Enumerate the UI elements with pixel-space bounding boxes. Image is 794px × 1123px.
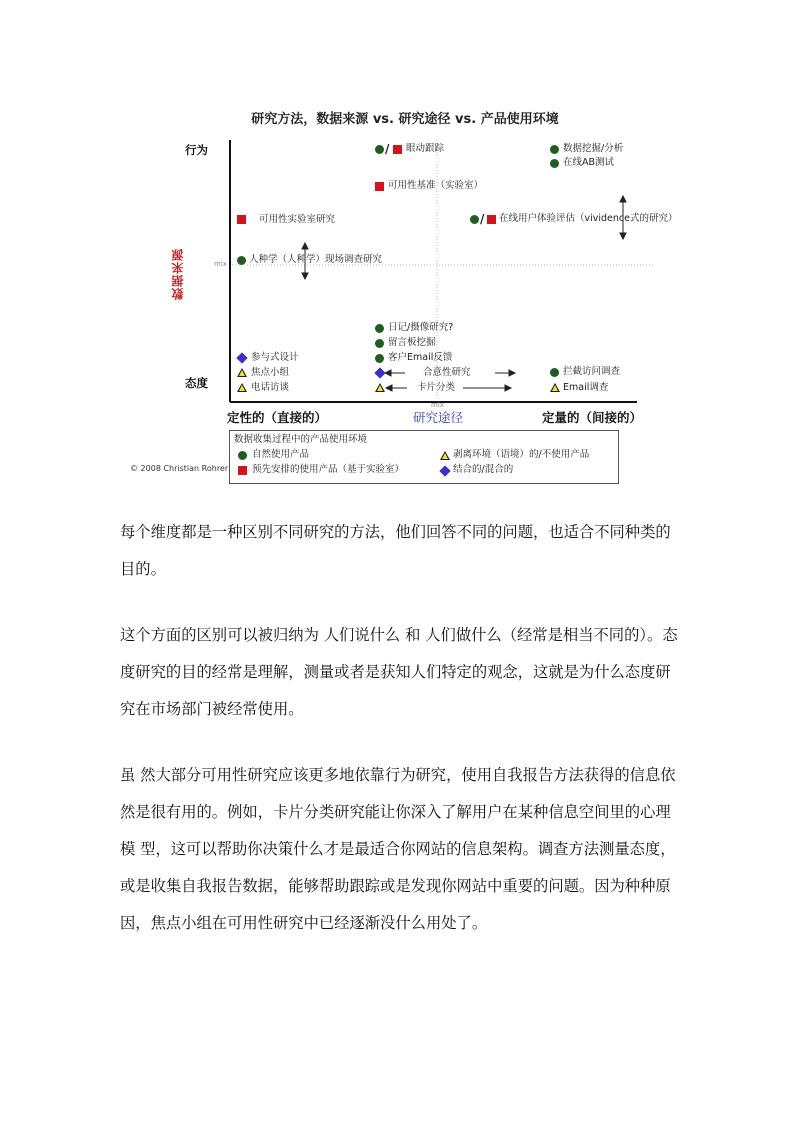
decontext-marker	[375, 383, 385, 392]
decontext-marker	[237, 383, 247, 392]
item-card-sorting: 卡片分类	[417, 382, 456, 393]
scripted-marker	[393, 145, 402, 154]
legend	[229, 430, 619, 484]
decontext-marker	[237, 368, 247, 377]
item-email-feedback: 客户Email反馈	[388, 352, 453, 363]
item-usability-benchmark: 可用性基准（实验室）	[388, 180, 484, 191]
item-ethnography: 人种学（人种学）现场调查研究	[249, 254, 383, 265]
paragraph-2: 这个方面的区别可以被归纳为 人们说什么 和 人们做什么（经常是相当不同的）。态度研究的目的经常是理解，测量或者是获知人们特定的观念，这就是为什么态度研究在市场部门被经常使用。	[120, 626, 678, 718]
decontext-marker	[550, 383, 560, 392]
mix-label-x: mix	[431, 401, 444, 409]
legend-scripted-marker	[238, 466, 247, 475]
item-data-mining: 数据挖掘/分析	[563, 143, 624, 154]
natural-marker	[375, 339, 384, 348]
natural-marker	[550, 159, 559, 168]
natural-marker	[237, 256, 246, 265]
legend-combined-marker	[439, 465, 450, 476]
scripted-marker	[375, 182, 384, 191]
item-diary: 日记/摄像研究?	[388, 322, 454, 333]
copyright: © 2008 Christian Rohrer	[130, 464, 229, 473]
item-usability-lab: 可用性实验室研究	[259, 214, 336, 225]
figure-title: 研究方法，数据来源 vs. 研究途径 vs. 产品使用环境	[251, 112, 559, 127]
y-axis-top-label: 行为	[185, 143, 208, 157]
slash-separator: /	[480, 212, 485, 226]
legend-decontext: 剥离环境（语境）的/不使用产品	[453, 449, 590, 460]
item-focus-group: 焦点小组	[251, 367, 290, 378]
item-message-board: 留言板挖掘	[388, 337, 436, 348]
y-axis-title: 数据来源	[171, 248, 185, 300]
item-eye-tracking: 眼动跟踪	[406, 143, 445, 154]
x-axis-left-label: 定性的（直接的）	[227, 410, 328, 425]
legend-natural: 自然使用产品	[252, 449, 310, 460]
legend-natural-marker	[238, 451, 247, 460]
natural-marker	[550, 145, 559, 154]
y-axis-bottom-label: 态度	[185, 376, 208, 390]
item-desirability: 合意性研究	[423, 367, 471, 378]
natural-marker	[375, 324, 384, 333]
slash-separator: /	[385, 142, 390, 156]
item-email-survey: Email调查	[563, 382, 609, 393]
x-axis-title: 研究途径	[413, 410, 464, 425]
x-axis-right-label: 定量的（间接的）	[542, 410, 643, 425]
paragraph-3: 虽 然大部分可用性研究应该更多地依靠行为研究，使用自我报告方法获得的信息依然是很有用的。例如，卡片分类研究能让你深入了解用户在某种信息空间里的心理模 型，这可以帮助你决策什么才是最适合你网站的信息架构。调查方法测量态度，或是收集自我报告数据，能够帮助跟踪或是发现你网站中重要的问题。因为种种原因，焦点小组在可用性研究中已经逐渐没什么用处了。	[120, 766, 676, 932]
item-ab-testing: 在线AB测试	[563, 157, 615, 168]
item-online-ux: 在线用户体验评估（vividence式的研究）	[499, 213, 678, 224]
item-intercept: 拦截访问调查	[563, 366, 621, 377]
legend-scripted: 预先安排的使用产品（基于实验室）	[252, 464, 405, 475]
natural-marker	[470, 215, 479, 224]
item-phone-interview: 电话访谈	[251, 382, 290, 393]
scripted-marker	[487, 215, 496, 224]
natural-marker	[375, 354, 384, 363]
natural-marker	[550, 368, 559, 377]
natural-marker	[375, 145, 384, 154]
legend-decontext-marker	[440, 451, 450, 460]
legend-title: 数据收集过程中的产品使用环境	[234, 434, 368, 445]
scripted-marker	[237, 215, 246, 224]
mix-label-y: mix	[214, 260, 227, 268]
item-participatory: 参与式设计	[251, 352, 299, 363]
research-methods-figure	[125, 100, 685, 485]
legend-combined: 结合的/混合的	[453, 464, 514, 475]
paragraph-1: 每个维度都是一种区别不同研究的方法，他们回答不同的问题，也适合不同种类的目的。	[120, 523, 671, 578]
